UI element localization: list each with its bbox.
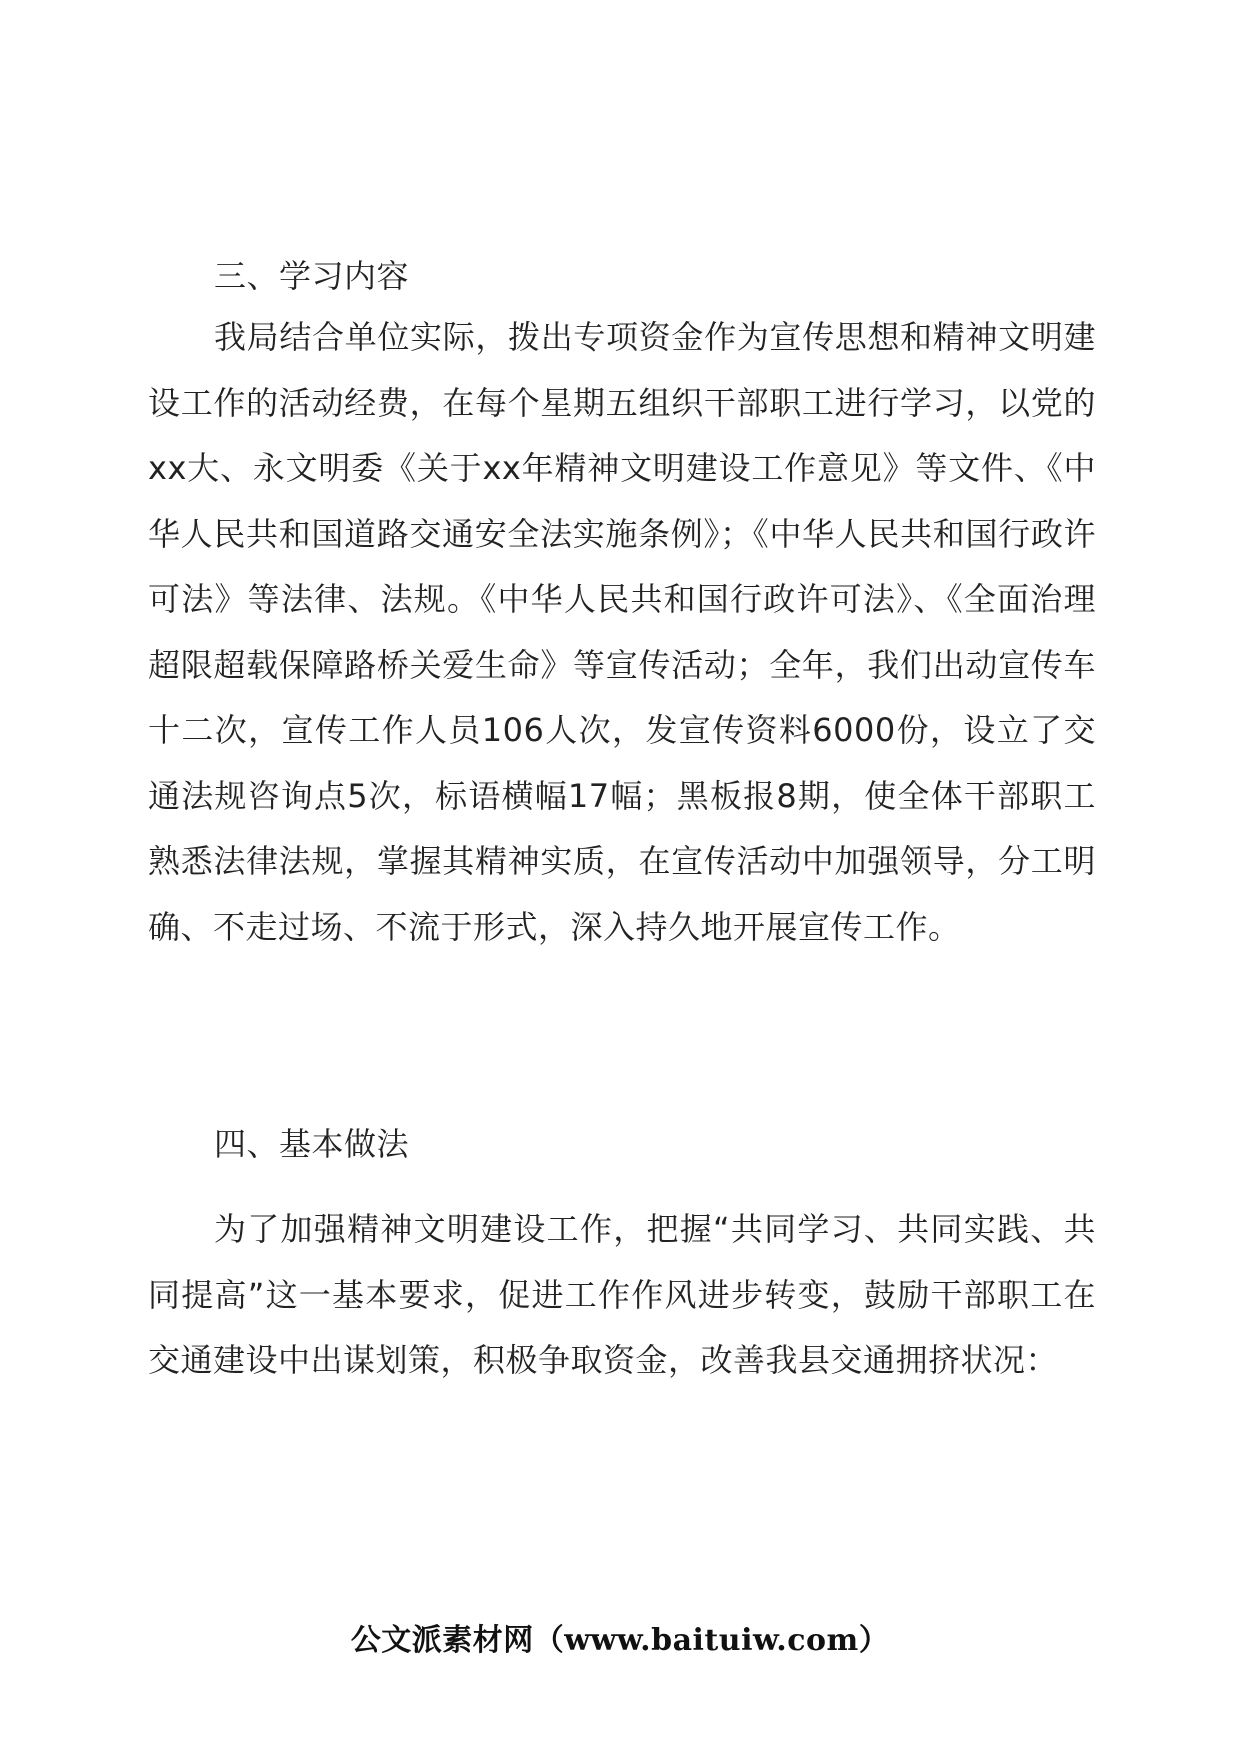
section-paragraph-study-content: 我局结合单位实际，拨出专项资金作为宣传思想和精神文明建设工作的活动经费，在每个星期五组织干部职工进行学习，以党的xx大、永文明委《关于xx年精神文明建设工作意见》等文件、《中华人民共和国道路交通安全法实施条例》；《中华人民共和国行政许可法》等法律、法规。《中华人民共和国行政许可法》、《全面治理超限超载保障路桥关爱生命》等宣传活动；全年，我们出动宣传车十二次，宣传工作人员106人次，发宣传资料6000份，设立了交通法规咨询点5次，标语横幅17幅；黑板报8期，使全体干部职工熟悉法律法规，掌握其精神实质，在宣传活动中加强领导，分工明确、不走过场、不流于形式，深入持久地开展宣传工作。 bbox=[148, 318, 1096, 946]
footer-watermark: 公文派素材网（www.baituiw.com） bbox=[350, 1623, 890, 1658]
section-paragraph-basic-practice: 为了加强精神文明建设工作，把握“共同学习、共同实践、共同提高”这一基本要求，促进工作作风进步转变，鼓励干部职工在交通建设中出谋划策，积极争取资金，改善我县交通拥挤状况： bbox=[148, 1210, 1096, 1379]
section-heading-study-content: 三、学习内容 bbox=[214, 257, 410, 295]
section-heading-basic-practice: 四、基本做法 bbox=[214, 1125, 410, 1163]
